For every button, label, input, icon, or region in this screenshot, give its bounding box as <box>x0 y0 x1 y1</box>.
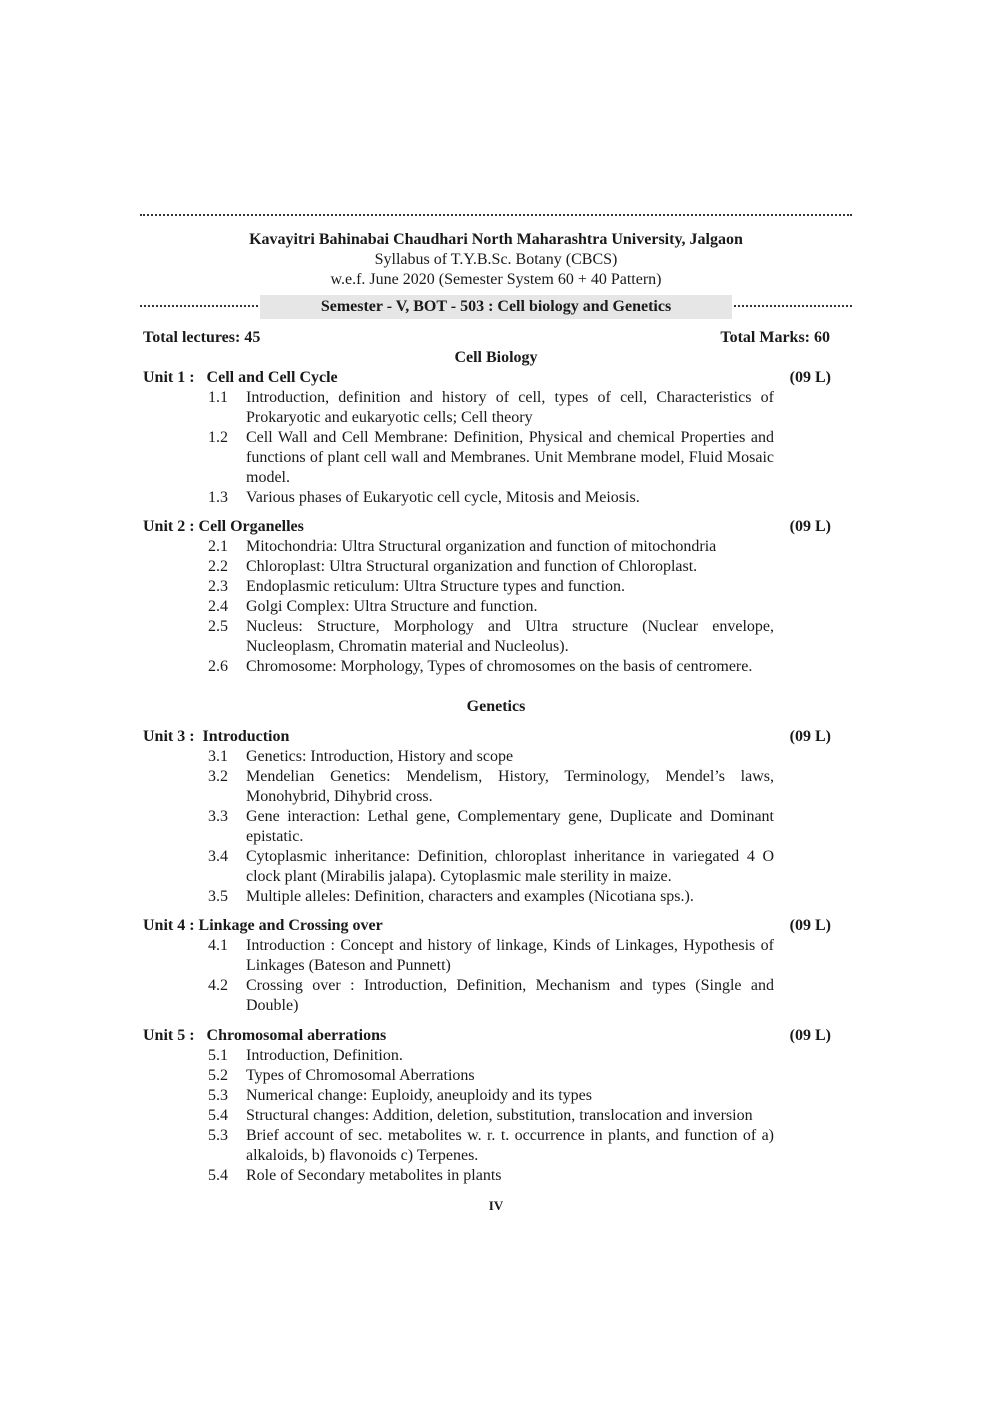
item-text: Introduction : Concept and history of linkage, Kinds of Linkages, Hypothesis of Linkages (Bateson and Punnett) <box>246 937 774 974</box>
item-number: 2.2 <box>208 558 228 575</box>
list-item <box>143 807 831 847</box>
item-number: 5.3 <box>208 1087 228 1104</box>
list-item <box>143 577 831 597</box>
list-item <box>143 1126 831 1166</box>
unit-title: Unit 5 : Chromosomal aberrations <box>143 1027 387 1044</box>
item-number: 3.3 <box>208 808 228 825</box>
effective-date: w.e.f. June 2020 (Semester System 60 + 40 Pattern) <box>330 271 662 288</box>
page-number: IV <box>488 1198 504 1213</box>
list-item <box>143 1046 831 1066</box>
item-text: Numerical change: Euploidy, aneuploidy and its types <box>246 1087 592 1104</box>
item-text: Chromosome: Morphology, Types of chromosomes on the basis of centromere. <box>246 658 753 675</box>
item-number: 1.2 <box>208 429 228 446</box>
unit-title: Unit 2 : Cell Organelles <box>143 518 304 535</box>
item-text: Brief account of sec. metabolites w. r. t. occurrence in plants, and function of a) alkaloids, b) flavonoids c) Terpenes. <box>246 1127 774 1164</box>
item-text: Mendelian Genetics: Mendelism, History, Terminology, Mendel’s laws, Monohybrid, Dihybrid cross. <box>246 768 774 805</box>
item-number: 5.4 <box>208 1107 228 1124</box>
unit-3 <box>143 727 831 907</box>
total-marks: Total Marks: 60 <box>720 329 830 346</box>
list-item <box>143 657 831 677</box>
item-number: 5.1 <box>208 1047 228 1064</box>
list-item <box>143 557 831 577</box>
item-text: Structural changes: Addition, deletion, substitution, translocation and inversion <box>246 1107 753 1124</box>
item-text: Types of Chromosomal Aberrations <box>246 1067 475 1084</box>
list-item <box>143 1066 831 1086</box>
unit-title: Unit 3 : Introduction <box>143 728 290 745</box>
item-number: 2.6 <box>208 658 228 675</box>
item-number: 5.2 <box>208 1067 228 1084</box>
section-heading-cell-biology: Cell Biology <box>454 349 538 366</box>
unit-hours: (09 L) <box>789 518 831 535</box>
item-number: 1.1 <box>208 389 228 406</box>
item-text: Multiple alleles: Definition, characters and examples (Nicotiana sps.). <box>246 888 694 905</box>
list-item <box>143 887 831 907</box>
unit-4 <box>143 916 831 1016</box>
list-item <box>143 388 831 428</box>
unit-hours: (09 L) <box>789 728 831 745</box>
item-number: 3.4 <box>208 848 228 865</box>
list-item <box>143 936 831 976</box>
list-item <box>143 537 831 557</box>
item-text: Role of Secondary metabolites in plants <box>246 1167 502 1184</box>
unit-hours: (09 L) <box>789 917 831 934</box>
item-number: 5.3 <box>208 1127 228 1144</box>
list-item <box>143 1106 831 1126</box>
item-number: 4.1 <box>208 937 228 954</box>
unit-hours: (09 L) <box>789 369 831 386</box>
item-text: Cytoplasmic inheritance: Definition, chloroplast inheritance in variegated 4 O clock plant (Mirabilis jalapa). Cytoplasmic male sterility in maize. <box>246 848 774 885</box>
item-number: 2.1 <box>208 538 228 555</box>
university-name: Kavayitri Bahinabai Chaudhari North Maharashtra University, Jalgaon <box>249 231 743 248</box>
item-text: Gene interaction: Lethal gene, Complementary gene, Duplicate and Dominant epistatic. <box>246 808 774 845</box>
unit-5 <box>143 1026 831 1186</box>
total-lectures: Total lectures: 45 <box>143 329 261 346</box>
list-item <box>143 1166 831 1186</box>
right-dotted-rule <box>734 305 852 307</box>
item-number: 2.4 <box>208 598 228 615</box>
item-number: 2.5 <box>208 618 228 635</box>
unit-hours: (09 L) <box>789 1027 831 1044</box>
item-text: Introduction, Definition. <box>246 1047 403 1064</box>
item-number: 5.4 <box>208 1167 228 1184</box>
unit-header <box>143 368 831 388</box>
list-item <box>143 767 831 807</box>
list-item <box>143 597 831 617</box>
list-item <box>143 488 831 508</box>
item-number: 4.2 <box>208 977 228 994</box>
left-dotted-rule <box>140 305 258 307</box>
item-number: 2.3 <box>208 578 228 595</box>
item-text: Various phases of Eukaryotic cell cycle, Mitosis and Meiosis. <box>246 489 640 506</box>
item-text: Chloroplast: Ultra Structural organization and function of Chloroplast. <box>246 558 698 575</box>
list-item <box>143 1086 831 1106</box>
item-text: Golgi Complex: Ultra Structure and function. <box>246 598 538 615</box>
unit-header <box>143 916 831 936</box>
item-number: 3.5 <box>208 888 228 905</box>
list-item <box>143 847 831 887</box>
item-number: 3.1 <box>208 748 228 765</box>
item-text: Endoplasmic reticulum: Ultra Structure types and function. <box>246 578 626 595</box>
item-text: Genetics: Introduction, History and scope <box>246 748 514 765</box>
unit-header <box>143 1026 831 1046</box>
item-number: 1.3 <box>208 489 228 506</box>
syllabus-title: Syllabus of T.Y.B.Sc. Botany (CBCS) <box>374 251 618 268</box>
unit-header <box>143 727 831 747</box>
item-text: Mitochondria: Ultra Structural organization and function of mitochondria <box>246 538 717 555</box>
unit-title: Unit 1 : Cell and Cell Cycle <box>143 369 338 386</box>
item-text: Nucleus: Structure, Morphology and Ultra structure (Nuclear envelope, Nucleoplasm, Chromatin material and Nucleolus). <box>246 618 774 655</box>
item-text: Cell Wall and Cell Membrane: Definition, Physical and chemical Properties and functions of plant cell wall and Membranes. Unit Membrane model, Fluid Mosaic model. <box>246 429 774 486</box>
list-item <box>143 747 831 767</box>
item-text: Introduction, definition and history of cell, types of cell, Characteristics of Prokaryotic and eukaryotic cells; Cell theory <box>246 389 774 426</box>
semester-banner: Semester - V, BOT - 503 : Cell biology and Genetics <box>260 295 732 319</box>
unit-header <box>143 517 831 537</box>
unit-title: Unit 4 : Linkage and Crossing over <box>143 917 383 934</box>
list-item <box>143 976 831 1016</box>
item-number: 3.2 <box>208 768 228 785</box>
item-text: Crossing over : Introduction, Definition, Mechanism and types (Single and Double) <box>246 977 774 1014</box>
section-heading-genetics: Genetics <box>466 698 526 715</box>
list-item <box>143 617 831 657</box>
unit-2 <box>143 517 831 677</box>
top-dotted-rule <box>140 214 852 216</box>
list-item <box>143 428 831 488</box>
unit-1 <box>143 368 831 508</box>
